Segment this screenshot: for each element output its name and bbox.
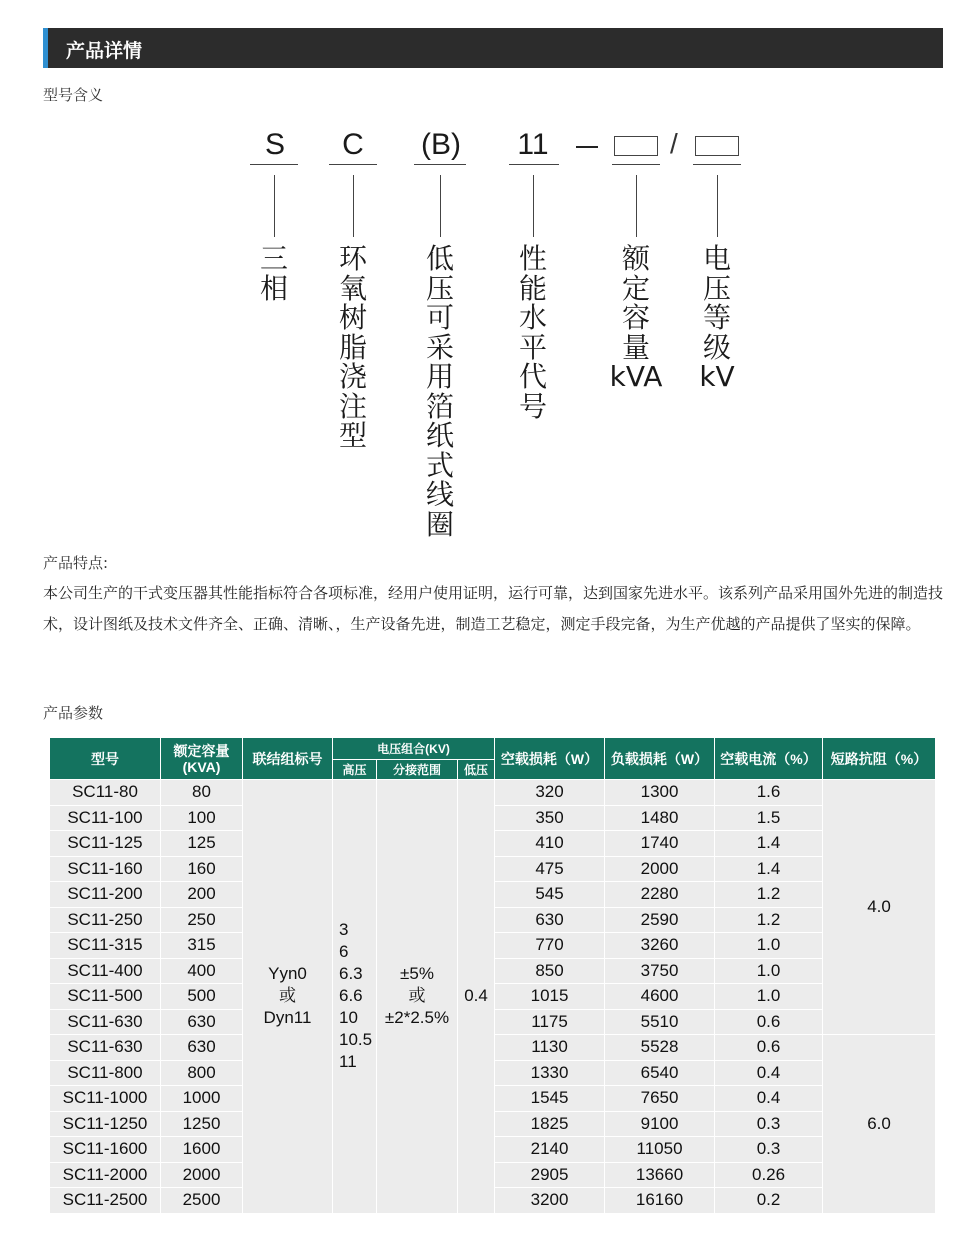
connection_lines-line: Dyn11 <box>263 1008 312 1028</box>
cell-load-loss: 2280 <box>605 882 715 908</box>
cell-no-load-loss: 850 <box>495 958 605 984</box>
cell-load-loss: 5510 <box>605 1009 715 1035</box>
cell-no-load-current: 0.3 <box>715 1111 823 1137</box>
cell-no-load-loss: 1015 <box>495 984 605 1010</box>
code-c-connector <box>353 175 354 237</box>
cell-impedance-a: 4.0 <box>823 780 936 1035</box>
cell-model: SC11-125 <box>50 831 161 857</box>
cell-capacity: 2500 <box>161 1188 243 1214</box>
header-tap-range: 分接范围 <box>377 760 458 780</box>
code-11-underline <box>509 164 559 165</box>
tap_lines-line: 或 <box>408 986 426 1006</box>
cell-impedance-b: 6.0 <box>823 1035 936 1214</box>
cell-model: SC11-1600 <box>50 1137 161 1163</box>
code-b-underline <box>414 164 466 165</box>
cell-no-load-current: 1.0 <box>715 984 823 1010</box>
parameter-table-body <box>50 780 936 1214</box>
code-s: S <box>264 128 285 161</box>
high_voltage_lines-line: 3 <box>339 920 349 940</box>
cell-no-load-loss: 410 <box>495 831 605 857</box>
code-dash <box>576 146 598 148</box>
cell-capacity: 500 <box>161 984 243 1010</box>
cell-load-loss: 3260 <box>605 933 715 959</box>
code-c-underline <box>329 164 377 165</box>
cell-no-load-loss: 2905 <box>495 1162 605 1188</box>
cell-load-loss: 2000 <box>605 856 715 882</box>
meaning-voltage-unit: kV <box>699 360 735 393</box>
cell-no-load-loss: 1545 <box>495 1086 605 1112</box>
connection_lines-line: 或 <box>279 986 296 1006</box>
cell-load-loss: 1740 <box>605 831 715 857</box>
cell-load-loss: 1300 <box>605 780 715 806</box>
capacity-underline <box>612 164 660 165</box>
cell-no-load-current: 0.6 <box>715 1035 823 1061</box>
cell-no-load-current: 0.4 <box>715 1060 823 1086</box>
header-no-load-current: 空载电流（%） <box>715 738 823 780</box>
header-load-loss: 负载损耗（W） <box>605 738 715 780</box>
cell-load-loss: 13660 <box>605 1162 715 1188</box>
model-meaning-label: 型号含义 <box>43 86 104 104</box>
cell-model: SC11-1000 <box>50 1086 161 1112</box>
cell-model: SC11-100 <box>50 805 161 831</box>
header-connection: 联结组标号 <box>243 738 333 780</box>
cell-model: SC11-630 <box>50 1035 161 1061</box>
cell-model: SC11-2000 <box>50 1162 161 1188</box>
cell-no-load-current: 1.6 <box>715 780 823 806</box>
cell-load-loss: 6540 <box>605 1060 715 1086</box>
params-label: 产品参数 <box>43 704 104 722</box>
cell-capacity: 800 <box>161 1060 243 1086</box>
features-text: 本公司生产的干式变压器其性能指标符合各项标准，经用户使用证明，运行可靠，达到国家先进水平。该系列产品采用国外先进的制造技术，设计图纸及技术文件齐全、正确、清晰、，生产设备先进，制造工艺稳定，测定手段完备，为生产优越的产品提供了坚实的保障。 <box>43 584 944 633</box>
cell-no-load-current: 1.4 <box>715 831 823 857</box>
table-row <box>50 780 936 806</box>
cell-no-load-loss: 350 <box>495 805 605 831</box>
header-low-voltage: 低压 <box>458 760 495 780</box>
code-slash: / <box>670 128 678 159</box>
cell-capacity: 250 <box>161 907 243 933</box>
code-c: C <box>342 128 364 161</box>
cell-capacity: 630 <box>161 1035 243 1061</box>
header-voltage-group: 电压组合(KV) <box>333 738 495 760</box>
cell-no-load-loss: 475 <box>495 856 605 882</box>
cell-no-load-current: 0.4 <box>715 1086 823 1112</box>
cell-capacity: 400 <box>161 958 243 984</box>
parameter-table <box>49 737 936 1214</box>
cell-no-load-loss: 545 <box>495 882 605 908</box>
meaning-s: 三相 <box>259 242 288 305</box>
cell-no-load-loss: 320 <box>495 780 605 806</box>
section-title: 产品详情 <box>66 40 143 62</box>
header-capacity <box>161 738 243 780</box>
cell-model: SC11-800 <box>50 1060 161 1086</box>
code-s-underline <box>250 164 298 165</box>
cell-model: SC11-250 <box>50 907 161 933</box>
high_voltage_lines-line: 6.3 <box>339 964 363 984</box>
cell-load-loss: 2590 <box>605 907 715 933</box>
cell-no-load-loss: 1130 <box>495 1035 605 1061</box>
section-header-bar <box>43 28 943 68</box>
capacity-box <box>614 136 658 156</box>
cell-connection <box>243 780 333 1214</box>
tap_lines-line: ±2*2.5% <box>384 1008 450 1028</box>
meaning-capacity-unit: kVA <box>609 360 663 393</box>
code-s-connector <box>274 175 275 237</box>
cell-capacity: 1000 <box>161 1086 243 1112</box>
cell-high-voltage <box>333 780 377 1214</box>
cell-model: SC11-1250 <box>50 1111 161 1137</box>
cell-load-loss: 4600 <box>605 984 715 1010</box>
cell-no-load-loss: 3200 <box>495 1188 605 1214</box>
cell-capacity: 315 <box>161 933 243 959</box>
cell-capacity: 2000 <box>161 1162 243 1188</box>
cell-load-loss: 3750 <box>605 958 715 984</box>
code-11: 11 <box>517 128 549 161</box>
cell-model: SC11-2500 <box>50 1188 161 1214</box>
code-b-connector <box>440 175 441 237</box>
cell-no-load-current: 1.5 <box>715 805 823 831</box>
cell-no-load-loss: 1330 <box>495 1060 605 1086</box>
header-model: 型号 <box>50 738 161 780</box>
cell-no-load-current: 1.0 <box>715 933 823 959</box>
cell-no-load-current: 0.26 <box>715 1162 823 1188</box>
voltage-box <box>695 136 739 156</box>
meaning-c: 环氧树脂浇注型 <box>338 242 367 452</box>
cell-capacity: 1250 <box>161 1111 243 1137</box>
cell-tap-range <box>377 780 458 1214</box>
cell-model: SC11-500 <box>50 984 161 1010</box>
cell-capacity: 1600 <box>161 1137 243 1163</box>
high_voltage_lines-line: 11 <box>339 1052 357 1072</box>
high_voltage_lines-line: 10.5 <box>339 1030 373 1050</box>
meaning-b: 低压可采用箔纸式线圈 <box>425 242 454 541</box>
cell-capacity: 200 <box>161 882 243 908</box>
cell-no-load-loss: 630 <box>495 907 605 933</box>
high_voltage_lines-line: 10 <box>339 1008 358 1028</box>
header-impedance: 短路抗阻（%） <box>823 738 936 780</box>
cell-no-load-current: 1.0 <box>715 958 823 984</box>
cell-model: SC11-200 <box>50 882 161 908</box>
cell-capacity: 630 <box>161 1009 243 1035</box>
cell-load-loss: 1480 <box>605 805 715 831</box>
cell-no-load-current: 1.4 <box>715 856 823 882</box>
tap_lines-line: ±5% <box>400 964 434 984</box>
meaning-11: 性能水平代号 <box>518 242 547 423</box>
cell-capacity: 80 <box>161 780 243 806</box>
cell-capacity: 125 <box>161 831 243 857</box>
header-capacity-unit: (KVA) <box>182 758 221 775</box>
cell-capacity: 160 <box>161 856 243 882</box>
cell-model: SC11-400 <box>50 958 161 984</box>
cell-capacity: 100 <box>161 805 243 831</box>
cell-no-load-loss: 770 <box>495 933 605 959</box>
cell-model: SC11-160 <box>50 856 161 882</box>
cell-no-load-loss: 2140 <box>495 1137 605 1163</box>
connection_lines-line: Yyn0 <box>268 964 307 984</box>
cell-load-loss: 7650 <box>605 1086 715 1112</box>
header-capacity-label: 额定容量 <box>173 742 230 759</box>
cell-model: SC11-630 <box>50 1009 161 1035</box>
header-high-voltage: 高压 <box>333 760 377 780</box>
meaning-capacity: 额定容量 <box>621 242 650 364</box>
voltage-connector <box>717 175 718 237</box>
cell-no-load-current: 0.2 <box>715 1188 823 1214</box>
cell-no-load-current: 0.3 <box>715 1137 823 1163</box>
cell-low-voltage: 0.4 <box>458 780 495 1214</box>
code-11-connector <box>533 175 534 237</box>
cell-no-load-current: 0.6 <box>715 1009 823 1035</box>
cell-no-load-current: 1.2 <box>715 907 823 933</box>
cell-load-loss: 11050 <box>605 1137 715 1163</box>
cell-no-load-loss: 1175 <box>495 1009 605 1035</box>
high_voltage_lines-line: 6 <box>339 942 349 962</box>
header-no-load-loss: 空载损耗（W） <box>495 738 605 780</box>
cell-load-loss: 5528 <box>605 1035 715 1061</box>
cell-no-load-loss: 1825 <box>495 1111 605 1137</box>
capacity-connector <box>636 175 637 237</box>
features-label: 产品特点: <box>43 554 109 572</box>
cell-load-loss: 9100 <box>605 1111 715 1137</box>
voltage-underline <box>693 164 741 165</box>
cell-model: SC11-80 <box>50 780 161 806</box>
cell-load-loss: 16160 <box>605 1188 715 1214</box>
meaning-voltage: 电压等级 <box>702 242 731 364</box>
high_voltage_lines-line: 6.6 <box>339 986 363 1006</box>
cell-no-load-current: 1.2 <box>715 882 823 908</box>
cell-model: SC11-315 <box>50 933 161 959</box>
code-b: (B) <box>421 128 461 161</box>
